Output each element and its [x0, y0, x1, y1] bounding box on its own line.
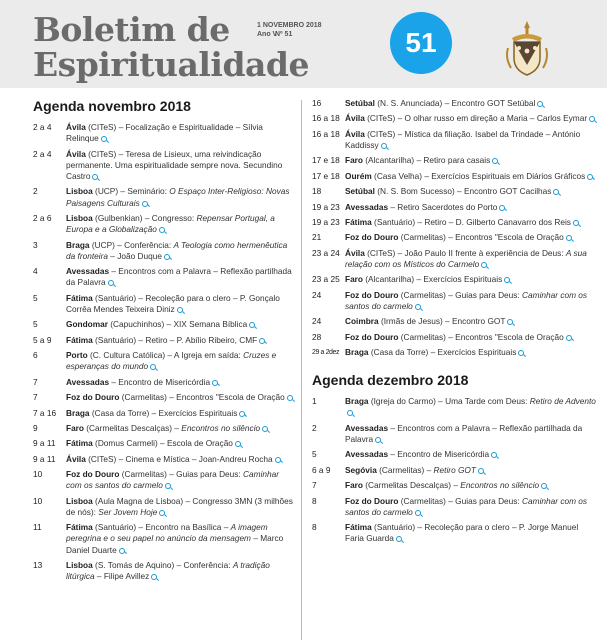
- agenda-entry-text: [66, 454, 295, 465]
- agenda-entry-description: (Carmelitas) –: [376, 464, 434, 475]
- agenda-entry-date: 9 a 11: [33, 453, 56, 464]
- agenda-entry-place: Coimbra: [345, 316, 379, 327]
- agenda-entry-description: (Carmelitas) – Encontros "Escola de Oração: [398, 331, 564, 342]
- agenda-entry-date: 19 a 23: [312, 216, 340, 227]
- agenda-entry-text: [345, 113, 599, 124]
- agenda-entry-date: 10: [33, 469, 43, 480]
- magnifier-icon[interactable]: [491, 452, 497, 458]
- agenda-entry-description: (CITeS) – Cinema e Mística – Joan-Andreu Rocha: [85, 453, 273, 464]
- agenda-entry-text: [345, 186, 599, 197]
- magnifier-icon[interactable]: [262, 426, 268, 432]
- agenda-entry: [33, 266, 295, 288]
- magnifier-icon[interactable]: [142, 201, 148, 207]
- agenda-entry-description: (Irmãs de Jesus) – Encontro GOT: [378, 316, 506, 327]
- magnifier-icon[interactable]: [375, 437, 381, 443]
- agenda-entry-date: 8: [312, 522, 317, 533]
- agenda-entry-date: 16 a 18: [312, 113, 340, 124]
- agenda-entry-place: Fátima: [345, 216, 372, 227]
- right-column: [312, 98, 599, 549]
- masthead-title-line1: Boletim de: [33, 10, 230, 49]
- agenda-entry-text: [345, 332, 599, 343]
- agenda-entry-text: [345, 274, 599, 285]
- agenda-entry-description: (CITeS) – Focalização e Espiritualidade – Sílvia Relinque: [66, 122, 263, 144]
- agenda-entry: [312, 129, 599, 151]
- agenda-entry-description: (Carmelitas) – Guias para Deus:: [398, 289, 523, 300]
- magnifier-icon[interactable]: [235, 441, 241, 447]
- magnifier-icon[interactable]: [573, 220, 579, 226]
- agenda-entry-title: Encontros no silêncio: [460, 480, 540, 491]
- agenda-entry: [312, 496, 599, 518]
- agenda-entry: [312, 480, 599, 491]
- agenda-entry-title: Caminhar com os santos do carmelo: [345, 289, 588, 311]
- agenda-entry-date: 19 a 23: [312, 201, 340, 212]
- agenda-entry-text: [66, 469, 295, 491]
- magnifier-icon[interactable]: [481, 262, 487, 268]
- agenda-entry-text: [345, 98, 599, 109]
- agenda-entry-date: 28: [312, 331, 322, 342]
- agenda-entry: [312, 396, 599, 418]
- agenda-entry-text: [66, 438, 295, 449]
- magnifier-icon[interactable]: [212, 380, 218, 386]
- agenda-entry: [33, 213, 295, 235]
- agenda-entry-date: 1: [312, 396, 317, 407]
- agenda-entry: [33, 335, 295, 346]
- magnifier-icon[interactable]: [165, 483, 171, 489]
- agenda-entry-title: O Espaço Inter-Religioso: Novas Paisagens Culturais: [66, 186, 290, 208]
- agenda-entry-date: 5: [33, 319, 38, 330]
- agenda-entry: [312, 274, 599, 285]
- agenda-entry-text: [345, 171, 599, 182]
- agenda-entry: [33, 293, 295, 315]
- column-divider: [301, 100, 302, 640]
- magnifier-icon[interactable]: [587, 174, 593, 180]
- agenda-entry-date: 7: [33, 392, 38, 403]
- agenda-entry-title: A tradição litúrgica: [66, 560, 270, 582]
- agenda-entry-description: (Santuário) – Recoleção para o clero – P. Jorge Manuel Faria Guarda: [345, 522, 579, 544]
- agenda-entry-date: 24: [312, 289, 322, 300]
- agenda-entry-description: (Alcantarilha) – Exercícios Espirituais: [362, 274, 503, 285]
- agenda-entry-text: [66, 392, 295, 403]
- agenda-entry: [312, 465, 599, 476]
- agenda-entry-place: Fátima: [66, 334, 93, 345]
- agenda-entry: [33, 122, 295, 144]
- agenda-entry-text: [345, 290, 599, 312]
- section-title-november: Agenda novembro 2018: [33, 98, 191, 114]
- agenda-entry: [312, 186, 599, 197]
- agenda-entry: [33, 438, 295, 449]
- issue-volume: Ano V: [257, 31, 278, 38]
- agenda-entry: [33, 240, 295, 262]
- agenda-entry-description: (S. Tomás de Aquino) – Conferência:: [92, 560, 233, 571]
- agenda-entry-text: [345, 232, 599, 243]
- issue-number: Nº 51: [275, 31, 293, 38]
- magnifier-icon[interactable]: [492, 158, 498, 164]
- agenda-entry-place: Setúbal: [345, 98, 375, 108]
- agenda-entry-text: [345, 316, 599, 327]
- agenda-entry-description: (Carmelitas) – Encontros "Escola de Oração: [119, 392, 285, 403]
- agenda-entry-place: Foz do Douro: [345, 289, 399, 300]
- agenda-entry-place: Lisboa: [66, 495, 93, 506]
- agenda-entry-description: – Encontros com a Palavra – Reflexão partilhada da Palavra: [66, 266, 292, 288]
- agenda-entry-date: 17 e 18: [312, 155, 340, 166]
- agenda-entry-description: (CITeS) – Mística da filiação. Isabel da Trindade – António Kaddissy: [345, 128, 581, 150]
- agenda-entry: [33, 186, 295, 208]
- agenda-entry-place: Setúbal: [345, 186, 375, 197]
- agenda-entry-place: Braga: [345, 347, 369, 358]
- magnifier-icon[interactable]: [415, 304, 421, 310]
- agenda-entry-text: [66, 186, 295, 208]
- agenda-entry-title: Ser Jovem Hoje: [98, 506, 158, 517]
- masthead-title-line2: Espiritualidade: [33, 45, 309, 84]
- agenda-entry: [312, 290, 599, 312]
- agenda-entry-date: 5: [312, 449, 317, 460]
- agenda-entry-description: (Domus Carmeli) – Escola de Oração: [92, 438, 233, 449]
- agenda-entry-date: 8: [312, 495, 317, 506]
- agenda-entry: [33, 560, 295, 582]
- agenda-entry-place: Braga: [66, 239, 90, 250]
- agenda-entry-text: [66, 122, 295, 144]
- section-title-december: Agenda dezembro 2018: [312, 372, 469, 389]
- agenda-entry-date: 23 a 24: [312, 247, 340, 258]
- agenda-entry-description: (Gulbenkian) – Congresso:: [92, 212, 197, 223]
- agenda-entry-place: Fátima: [345, 522, 372, 533]
- agenda-entry-description: (Igreja do Carmo) – Uma Tarde com Deus:: [368, 396, 530, 407]
- agenda-entry-text: [66, 293, 295, 315]
- magnifier-icon[interactable]: [415, 510, 421, 516]
- agenda-entry: [33, 454, 295, 465]
- agenda-entry-place: Avessadas: [345, 422, 389, 433]
- agenda-entry-place: Ávila: [66, 453, 86, 464]
- agenda-entry-description: (Carmelitas) – Guias para Deus:: [398, 495, 523, 506]
- agenda-entry-date: 9: [33, 422, 38, 433]
- agenda-entry-description: (Carmelitas Descalças) –: [362, 480, 461, 491]
- agenda-entry-text: [66, 319, 295, 330]
- agenda-entry-date: 29 a 2dez: [312, 349, 340, 357]
- agenda-entry: [33, 149, 295, 183]
- agenda-entry: [312, 423, 599, 445]
- magnifier-icon[interactable]: [566, 335, 572, 341]
- agenda-entry-title: Cruzes e esperanças do mundo: [66, 350, 277, 372]
- agenda-entry-title: A Teologia como hermenêutica da fronteira: [66, 239, 288, 261]
- agenda-entry-description: (N. S. Bom Sucesso) – Encontro GOT Cacilhas: [374, 186, 552, 197]
- agenda-entry-date: 2: [312, 422, 317, 433]
- agenda-entry-text: [345, 155, 599, 166]
- agenda-entry-text: [66, 496, 295, 518]
- agenda-entry: [33, 408, 295, 419]
- agenda-entry-place: Faro: [345, 155, 363, 166]
- agenda-entry-place: Avessadas: [345, 449, 389, 460]
- agenda-entry-description: (CITeS) – O olhar russo em direção a Maria – Carlos Eymar: [364, 113, 588, 124]
- agenda-entry-description: – Encontros com a Palavra – Reflexão partilhada da Palavra: [345, 422, 583, 445]
- agenda-list-november-part2: [312, 98, 599, 358]
- magnifier-icon[interactable]: [159, 510, 165, 516]
- agenda-entry: [312, 232, 599, 243]
- agenda-entry-text: [66, 423, 295, 434]
- agenda-list-november-part1: [33, 122, 295, 582]
- agenda-entry-text: [66, 522, 295, 556]
- agenda-entry: [33, 350, 295, 372]
- agenda-entry-place: Braga: [345, 396, 369, 407]
- agenda-entry: [312, 248, 599, 270]
- agenda-entry-text: [345, 423, 599, 445]
- agenda-entry-date: 18: [312, 186, 322, 197]
- agenda-entry-description: (C. Cultura Católica) – A Igreja em saída:: [87, 350, 244, 361]
- agenda-entry-place: Foz do Douro: [66, 469, 120, 480]
- agenda-entry: [33, 496, 295, 518]
- agenda-entry-description: (Casa da Torre) – Exercícios Espirituais: [89, 407, 238, 418]
- agenda-entry-date: 2 a 4: [33, 148, 52, 159]
- magnifier-icon[interactable]: [381, 143, 387, 149]
- agenda-entry-description: – Marco Daniel Duarte: [66, 533, 284, 555]
- magnifier-icon[interactable]: [150, 364, 156, 370]
- masthead: [0, 0, 607, 88]
- agenda-entry-date: 23 a 25: [312, 274, 340, 285]
- agenda-entry-place: Ávila: [345, 247, 365, 258]
- agenda-entry-place: Foz do Douro: [345, 495, 399, 506]
- agenda-entry-title: Caminhar com os santos do carmelo: [66, 469, 280, 491]
- agenda-entry: [312, 113, 599, 124]
- magnifier-icon[interactable]: [504, 277, 510, 283]
- agenda-entry-place: Faro: [345, 480, 363, 491]
- agenda-entry-text: [66, 213, 295, 235]
- agenda-entry-date: 3: [33, 239, 38, 250]
- agenda-entry-date: 2: [33, 186, 38, 197]
- agenda-entry-place: Ávila: [66, 148, 86, 159]
- agenda-entry: [312, 316, 599, 327]
- agenda-entry: [33, 522, 295, 556]
- agenda-entry-place: Avessadas: [345, 201, 389, 212]
- agenda-entry: [312, 98, 599, 109]
- magnifier-icon[interactable]: [537, 101, 543, 107]
- agenda-entry-text: [66, 149, 295, 183]
- agenda-entry-description: – Filipe Avillez: [94, 571, 150, 582]
- agenda-entry: [312, 171, 599, 182]
- agenda-entry-date: 17 e 18: [312, 170, 340, 181]
- magnifier-icon[interactable]: [239, 411, 245, 417]
- agenda-entry-description: (Casa da Torre) – Exercícios Espirituais: [368, 347, 517, 358]
- magnifier-icon[interactable]: [566, 235, 572, 241]
- agenda-entry-place: Faro: [345, 274, 363, 285]
- magnifier-icon[interactable]: [518, 350, 524, 356]
- agenda-entry: [33, 423, 295, 434]
- agenda-entry-place: Lisboa: [66, 186, 93, 197]
- agenda-entry-date: 7: [33, 376, 38, 387]
- agenda-entry-text: [345, 202, 599, 213]
- agenda-entry-date: 13: [33, 560, 43, 571]
- agenda-entry: [33, 319, 295, 330]
- agenda-entry-title: A imagem peregrina e o seu papel no anúncio da mensagem: [66, 522, 268, 544]
- magnifier-icon[interactable]: [396, 536, 402, 542]
- agenda-entry-text: [345, 347, 599, 358]
- agenda-entry-title: Repensar Portugal, a Europa e a Globalização: [66, 212, 275, 235]
- issue-date: 1 NOVEMBRO 2018: [257, 22, 322, 29]
- agenda-entry-description: – João Duque: [107, 250, 162, 261]
- agenda-entry-place: Lisboa: [66, 212, 93, 223]
- agenda-entry-date: 10: [33, 495, 43, 506]
- agenda-entry-title: Retiro GOT: [433, 464, 476, 475]
- magnifier-icon[interactable]: [259, 338, 265, 344]
- magnifier-icon[interactable]: [499, 205, 505, 211]
- carmelite-crest-logo: [502, 18, 552, 78]
- agenda-entry-description: (Carmelitas Descalças) –: [83, 422, 182, 433]
- agenda-entry: [312, 155, 599, 166]
- agenda-list-december: [312, 396, 599, 544]
- issue-number-badge: 51: [390, 12, 452, 74]
- magnifier-icon[interactable]: [164, 254, 170, 260]
- agenda-entry-description: – Retiro Sacerdotes do Porto: [388, 201, 498, 212]
- agenda-entry-description: (Santuário) – Retiro – D. Gilberto Canavarro dos Reis: [371, 216, 571, 227]
- agenda-entry-place: Foz do Douro: [345, 331, 399, 342]
- magnifier-icon[interactable]: [108, 280, 114, 286]
- agenda-entry-text: [66, 408, 295, 419]
- magnifier-icon[interactable]: [553, 189, 559, 195]
- magnifier-icon[interactable]: [101, 136, 107, 142]
- agenda-entry-title: Retiro de Advento: [529, 396, 596, 407]
- agenda-entry-date: 2 a 4: [33, 122, 52, 132]
- agenda-entry-date: 7: [312, 480, 317, 491]
- agenda-entry-title: A sua relação com os Místicos do Carmelo: [345, 247, 587, 269]
- agenda-entry-place: Fátima: [66, 438, 93, 449]
- agenda-entry-place: Avessadas: [66, 376, 110, 387]
- magnifier-icon[interactable]: [287, 395, 293, 401]
- agenda-entry-place: Segóvia: [345, 464, 377, 475]
- magnifier-icon[interactable]: [249, 322, 255, 328]
- agenda-entry-date: 21: [312, 232, 322, 243]
- agenda-entry-description: (Capuchinhos) – XIX Semana Bíblica: [107, 319, 248, 330]
- agenda-entry-text: [66, 240, 295, 262]
- agenda-entry-date: 16: [312, 98, 322, 108]
- agenda-entry-place: Braga: [66, 407, 90, 418]
- magnifier-icon[interactable]: [347, 410, 353, 416]
- agenda-entry: [33, 377, 295, 388]
- agenda-entry-place: Foz do Douro: [345, 232, 399, 243]
- agenda-entry: [33, 469, 295, 491]
- magnifier-icon[interactable]: [589, 116, 595, 122]
- magnifier-icon[interactable]: [275, 457, 281, 463]
- agenda-entry-text: [66, 560, 295, 582]
- agenda-entry-text: [345, 217, 599, 228]
- agenda-entry-description: – Encontro de Misericórdia: [388, 449, 490, 460]
- agenda-entry-date: 4: [33, 266, 38, 277]
- agenda-entry-text: [66, 377, 295, 388]
- agenda-entry-date: 6 a 9: [312, 464, 331, 475]
- magnifier-icon[interactable]: [507, 319, 513, 325]
- magnifier-icon[interactable]: [159, 227, 165, 233]
- agenda-entry-description: (UCP) – Conferência:: [89, 239, 174, 250]
- agenda-entry-place: Lisboa: [66, 560, 93, 571]
- agenda-entry-place: Avessadas: [66, 266, 110, 277]
- agenda-entry: [312, 522, 599, 544]
- agenda-entry-title: Caminhar com os santos do carmelo: [345, 495, 588, 517]
- agenda-entry: [312, 449, 599, 460]
- agenda-entry-date: 24: [312, 316, 322, 327]
- agenda-entry-text: [345, 465, 599, 476]
- magnifier-icon[interactable]: [151, 574, 157, 580]
- agenda-entry-description: (CITeS) – João Paulo II frente à experiência de Deus:: [364, 247, 566, 258]
- agenda-entry-date: 6: [33, 350, 38, 361]
- agenda-entry-text: [345, 248, 599, 270]
- agenda-entry-description: (Santuário) – Recoleção para o clero – P. Gonçalo Corrêa Mendes Teixeira Diniz: [66, 292, 280, 314]
- agenda-entry-text: [345, 396, 599, 418]
- agenda-entry-description: (Santuário) – Retiro – P. Abílio Ribeiro, CMF: [92, 334, 258, 345]
- agenda-entry-date: 5: [33, 292, 38, 303]
- agenda-entry-place: Fátima: [66, 522, 93, 533]
- agenda-entry-place: Faro: [66, 422, 84, 433]
- left-column: [33, 98, 295, 587]
- agenda-entry-description: – Encontro de Misericórdia: [109, 376, 211, 387]
- agenda-entry: [33, 392, 295, 403]
- agenda-entry-text: [66, 350, 295, 372]
- agenda-entry-description: (Carmelitas) – Encontros "Escola de Oração: [398, 232, 564, 243]
- agenda-entry-place: Ourém: [345, 170, 372, 181]
- agenda-entry-description: (Casa Velha) – Exercícios Espirituais em Diários Gráficos: [371, 170, 586, 181]
- agenda-entry-date: 5 a 9: [33, 334, 52, 345]
- agenda-entry-text: [345, 522, 599, 544]
- agenda-entry-place: Gondomar: [66, 319, 108, 330]
- agenda-entry: [312, 332, 599, 343]
- agenda-entry-description: (Aula Magna de Lisboa) – Congresso 3MN (3 milhões de nós):: [66, 495, 293, 517]
- agenda-entry-place: Ávila: [345, 113, 365, 124]
- magnifier-icon[interactable]: [177, 307, 183, 313]
- agenda-entry-place: Ávila: [66, 122, 86, 132]
- agenda-entry-text: [345, 480, 599, 491]
- agenda-entry-date: 11: [33, 522, 42, 533]
- agenda-entry-text: [66, 266, 295, 288]
- agenda-entry-description: (CITeS) – Teresa de Lisieux, uma reivindicação permanente. Uma espiritualidade sempre nova. Secundino Castro: [66, 148, 283, 181]
- magnifier-icon[interactable]: [541, 483, 547, 489]
- agenda-entry-text: [345, 449, 599, 460]
- agenda-entry-date: 9 a 11: [33, 438, 56, 449]
- magnifier-icon[interactable]: [92, 174, 98, 180]
- agenda-entry-place: Foz do Douro: [66, 392, 120, 403]
- agenda-entry-text: [66, 335, 295, 346]
- agenda-entry-description: (Santuário) – Encontro na Basílica –: [92, 522, 231, 533]
- agenda-entry-place: Porto: [66, 350, 88, 361]
- agenda-entry-date: 2 a 6: [33, 212, 52, 223]
- agenda-entry-place: Fátima: [66, 292, 93, 303]
- magnifier-icon[interactable]: [478, 468, 484, 474]
- agenda-entry-text: [345, 129, 599, 151]
- agenda-entry: [312, 217, 599, 228]
- agenda-entry-date: 16 a 18: [312, 128, 340, 139]
- agenda-entry-description: (Alcantarilha) – Retiro para casais: [362, 155, 491, 166]
- magnifier-icon[interactable]: [119, 548, 125, 554]
- agenda-entry-place: Ávila: [345, 128, 365, 139]
- agenda-entry-title: Encontros no silêncio: [181, 422, 261, 433]
- agenda-entry: [312, 347, 599, 358]
- agenda-entry-description: (Carmelitas) – Guias para Deus:: [119, 469, 244, 480]
- agenda-entry-date: 7 a 16: [33, 407, 57, 418]
- agenda-entry-description: (UCP) – Seminário:: [92, 186, 170, 197]
- agenda-entry: [312, 202, 599, 213]
- agenda-entry-description: (N. S. Anunciada) – Encontro GOT Setúbal: [374, 98, 536, 108]
- agenda-entry-text: [345, 496, 599, 518]
